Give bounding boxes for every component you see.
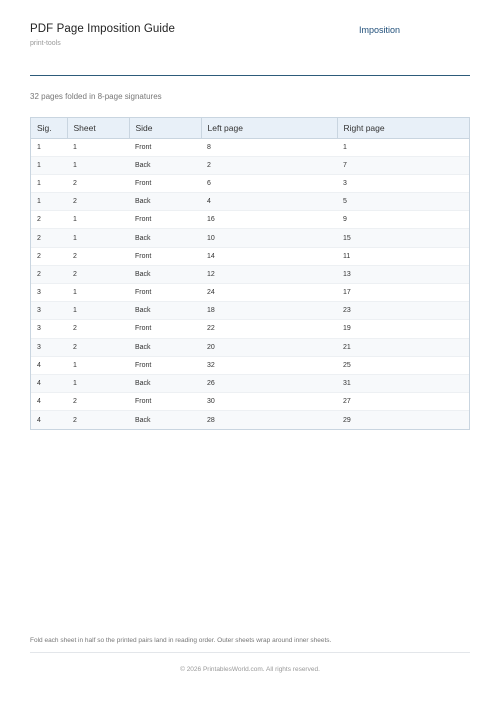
- table-row: [31, 156, 469, 174]
- table-row: [31, 174, 469, 192]
- header-row: [31, 118, 469, 138]
- cell-sheet: 2: [67, 174, 129, 192]
- cell-right-page: 9: [337, 211, 469, 229]
- table-row: [31, 356, 469, 374]
- cell-side: Back: [129, 156, 201, 174]
- cell-sig: 2: [31, 247, 67, 265]
- table-row: [31, 411, 469, 429]
- cell-side: Back: [129, 265, 201, 283]
- cell-sheet: 2: [67, 193, 129, 211]
- table-row: [31, 320, 469, 338]
- cell-side: Back: [129, 411, 201, 429]
- cell-side: Back: [129, 302, 201, 320]
- cell-sheet: 2: [67, 411, 129, 429]
- cell-right-page: 15: [337, 229, 469, 247]
- cell-sheet: 1: [67, 356, 129, 374]
- cell-sheet: 1: [67, 211, 129, 229]
- cell-sig: 3: [31, 320, 67, 338]
- cell-sheet: 2: [67, 338, 129, 356]
- cell-sig: 1: [31, 138, 67, 156]
- cell-right-page: 31: [337, 374, 469, 392]
- cell-left-page: 12: [201, 265, 337, 283]
- cell-left-page: 2: [201, 156, 337, 174]
- cell-left-page: 14: [201, 247, 337, 265]
- cell-side: Back: [129, 374, 201, 392]
- cell-side: Front: [129, 138, 201, 156]
- column-header-left-page: Left page: [201, 118, 337, 138]
- table-row: [31, 229, 469, 247]
- cell-sheet: 1: [67, 138, 129, 156]
- cell-sheet: 2: [67, 320, 129, 338]
- cell-sheet: 2: [67, 247, 129, 265]
- table-body: [31, 138, 469, 429]
- column-header-sig: Sig.: [31, 118, 67, 138]
- cell-sig: 4: [31, 374, 67, 392]
- cell-sheet: 2: [67, 265, 129, 283]
- cell-side: Front: [129, 211, 201, 229]
- table-row: [31, 247, 469, 265]
- cell-left-page: 32: [201, 356, 337, 374]
- cell-sig: 3: [31, 284, 67, 302]
- footer-note: Fold each sheet in half so the printed pairs land in reading order. Outer sheets wrap around inner sheets.: [30, 637, 332, 644]
- cell-sheet: 1: [67, 302, 129, 320]
- cell-sig: 3: [31, 302, 67, 320]
- cell-right-page: 1: [337, 138, 469, 156]
- table-row: [31, 393, 469, 411]
- cell-sig: 1: [31, 156, 67, 174]
- cell-side: Front: [129, 247, 201, 265]
- cell-sheet: 1: [67, 374, 129, 392]
- cell-sig: 4: [31, 411, 67, 429]
- cell-sheet: 2: [67, 393, 129, 411]
- table-row: [31, 374, 469, 392]
- cell-left-page: 18: [201, 302, 337, 320]
- cell-left-page: 30: [201, 393, 337, 411]
- column-header-side: Side: [129, 118, 201, 138]
- cell-right-page: 25: [337, 356, 469, 374]
- cell-left-page: 6: [201, 174, 337, 192]
- column-header-sheet: Sheet: [67, 118, 129, 138]
- cell-right-page: 17: [337, 284, 469, 302]
- cell-left-page: 10: [201, 229, 337, 247]
- table-row: [31, 211, 469, 229]
- cell-sig: 2: [31, 211, 67, 229]
- footer-divider: [30, 652, 470, 653]
- cell-right-page: 7: [337, 156, 469, 174]
- cell-sheet: 1: [67, 284, 129, 302]
- cell-left-page: 20: [201, 338, 337, 356]
- page-subtitle: print-tools: [30, 40, 61, 47]
- cell-side: Front: [129, 320, 201, 338]
- cell-right-page: 13: [337, 265, 469, 283]
- column-header-right-page: Right page: [337, 118, 469, 138]
- cell-sheet: 1: [67, 156, 129, 174]
- cell-sig: 3: [31, 338, 67, 356]
- cell-left-page: 26: [201, 374, 337, 392]
- copyright-text: © 2026 PrintablesWorld.com. All rights reserved.: [180, 666, 320, 673]
- cell-right-page: 23: [337, 302, 469, 320]
- table-row: [31, 265, 469, 283]
- cell-side: Front: [129, 356, 201, 374]
- cell-right-page: 19: [337, 320, 469, 338]
- table-row: [31, 138, 469, 156]
- cell-left-page: 8: [201, 138, 337, 156]
- cell-right-page: 3: [337, 174, 469, 192]
- cell-sig: 1: [31, 193, 67, 211]
- cell-right-page: 11: [337, 247, 469, 265]
- cell-side: Back: [129, 229, 201, 247]
- cell-left-page: 22: [201, 320, 337, 338]
- cell-left-page: 4: [201, 193, 337, 211]
- table-caption: 32 pages folded in 8-page signatures: [30, 92, 162, 101]
- cell-side: Front: [129, 393, 201, 411]
- table-row: [31, 284, 469, 302]
- header-divider: [30, 75, 470, 76]
- page-title: PDF Page Imposition Guide: [30, 23, 176, 35]
- cell-right-page: 29: [337, 411, 469, 429]
- cell-sig: 2: [31, 229, 67, 247]
- table-row: [31, 338, 469, 356]
- table-row: [31, 302, 469, 320]
- cell-side: Back: [129, 338, 201, 356]
- cell-side: Front: [129, 174, 201, 192]
- cell-sig: 2: [31, 265, 67, 283]
- cell-sig: 4: [31, 356, 67, 374]
- cell-sig: 4: [31, 393, 67, 411]
- cell-sig: 1: [31, 174, 67, 192]
- cell-left-page: 28: [201, 411, 337, 429]
- cell-right-page: 27: [337, 393, 469, 411]
- cell-right-page: 5: [337, 193, 469, 211]
- section-label: Imposition: [358, 25, 400, 35]
- cell-left-page: 16: [201, 211, 337, 229]
- cell-side: Back: [129, 193, 201, 211]
- imposition-table: [30, 117, 470, 430]
- table-row: [31, 193, 469, 211]
- cell-left-page: 24: [201, 284, 337, 302]
- cell-right-page: 21: [337, 338, 469, 356]
- table-header: [31, 118, 469, 138]
- cell-side: Front: [129, 284, 201, 302]
- cell-sheet: 1: [67, 229, 129, 247]
